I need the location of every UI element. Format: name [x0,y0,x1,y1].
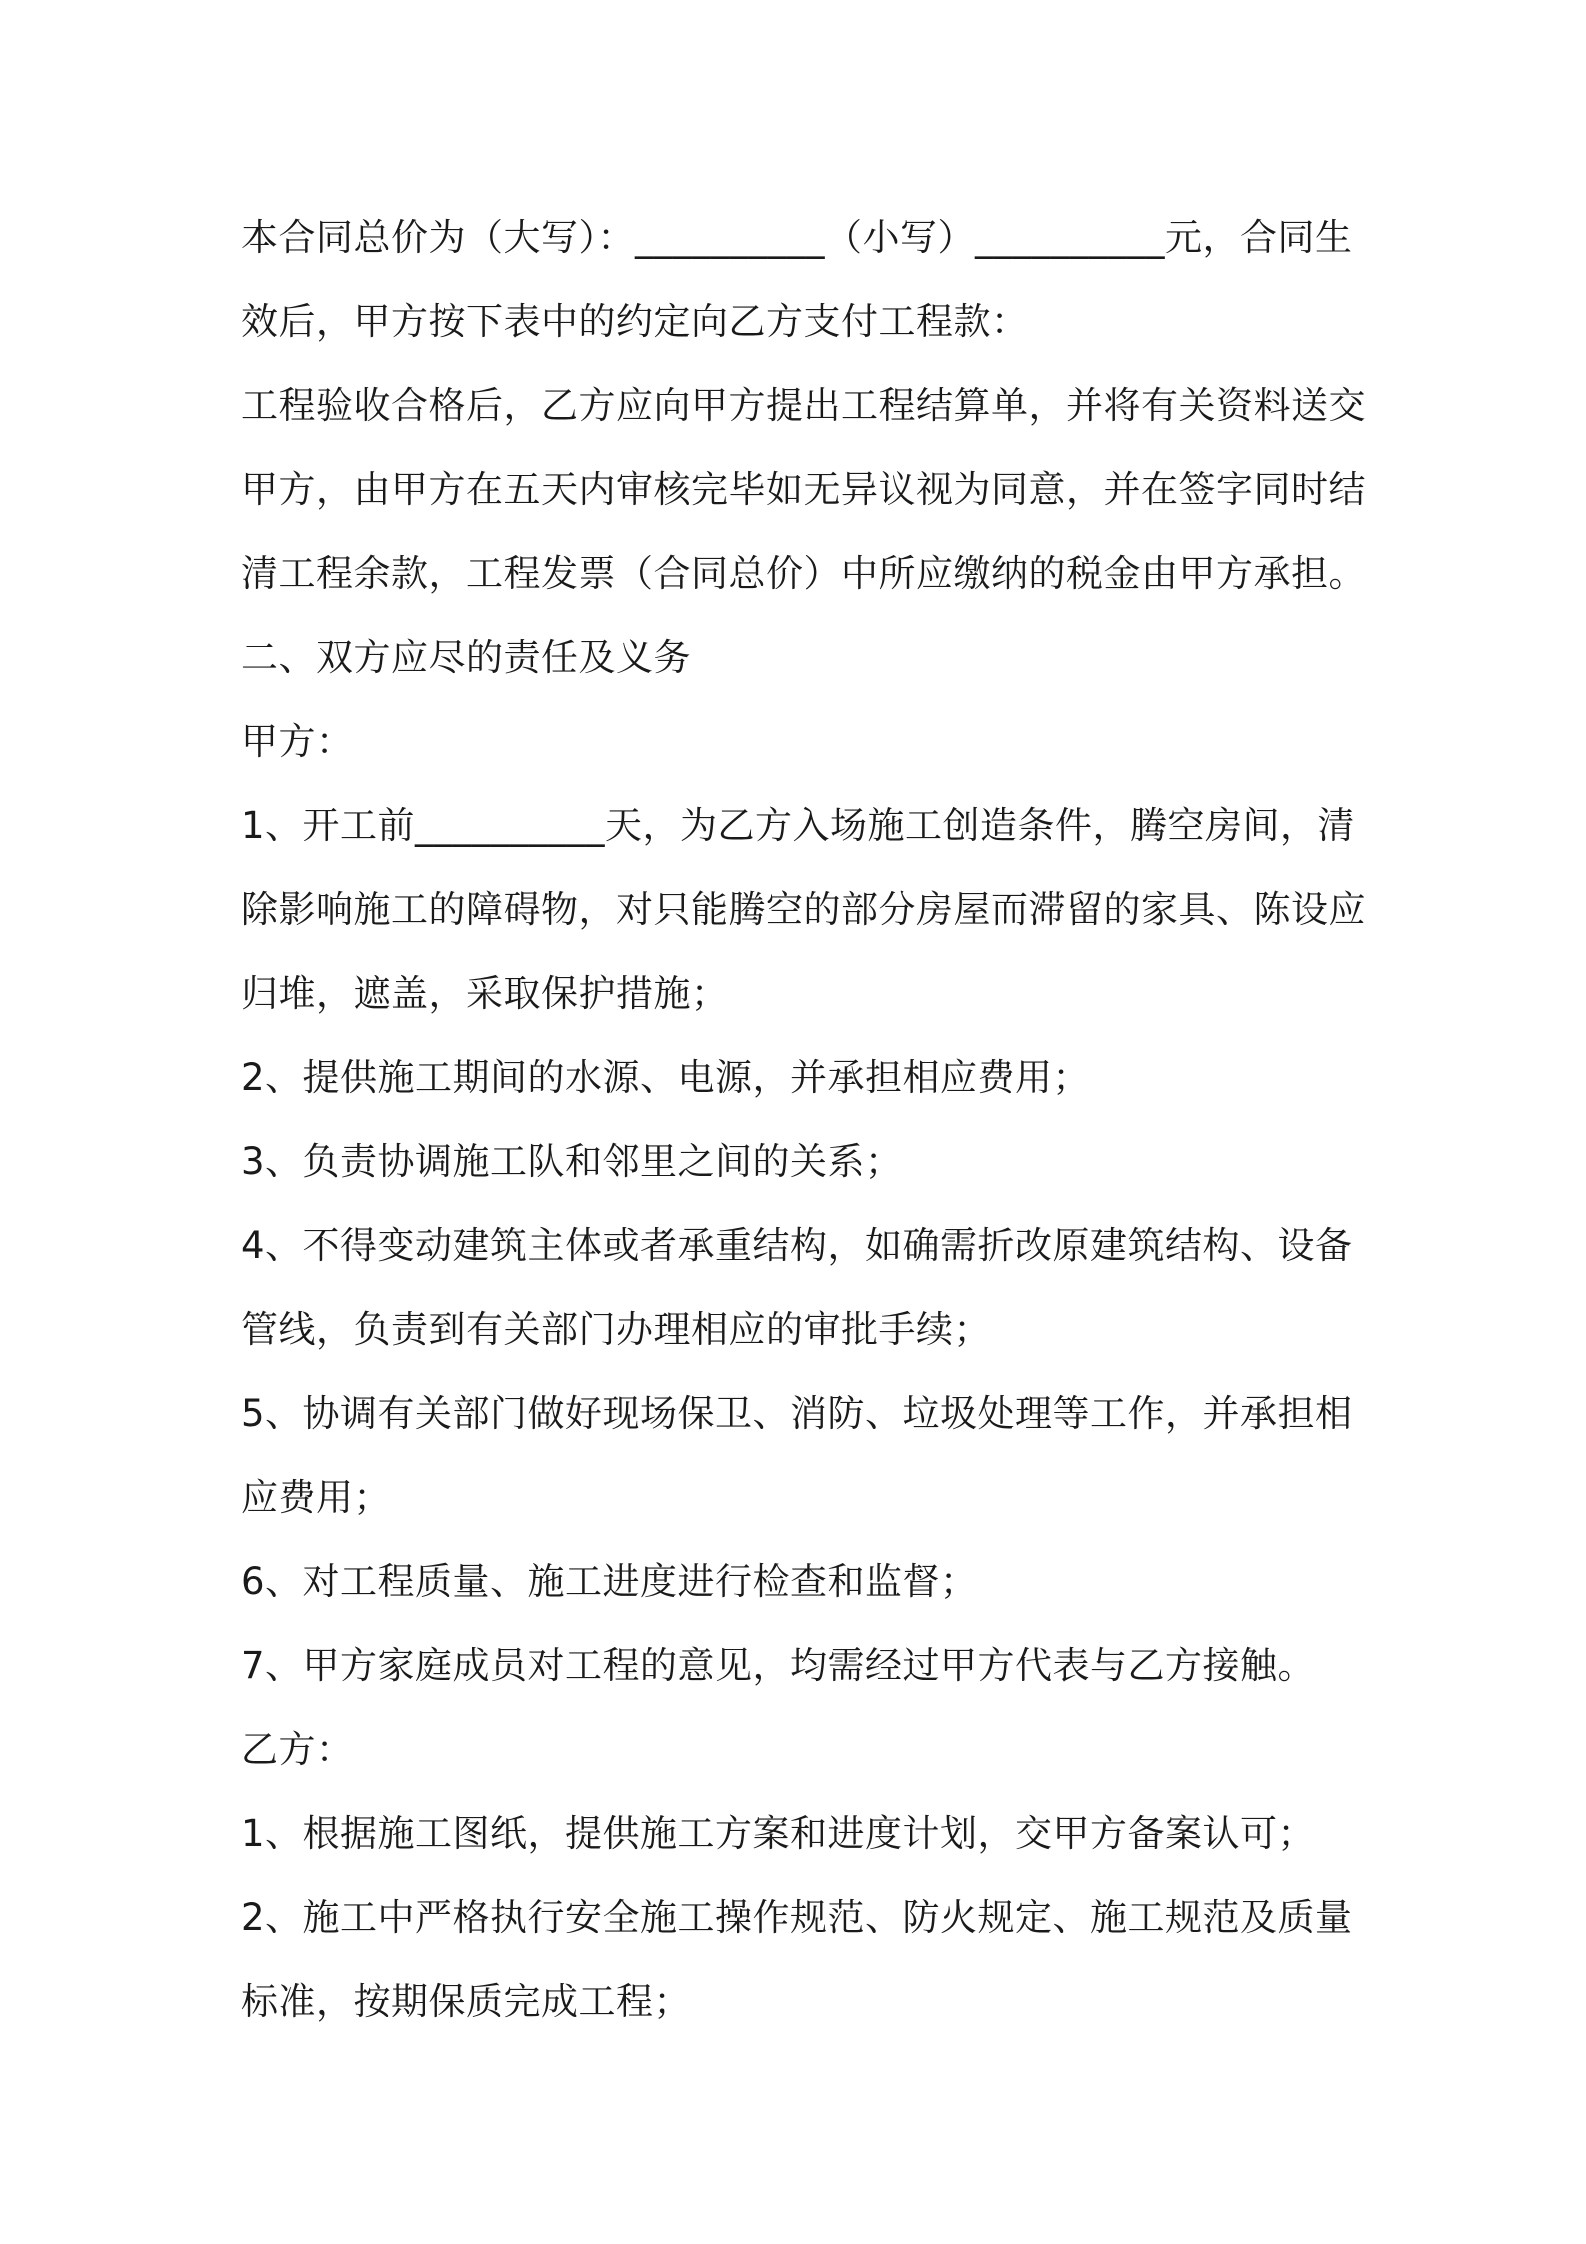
party-b-item-2-cont: 标准，按期保质完成工程； [241,1980,691,2023]
party-a-item-5-cont: 应费用； [241,1476,391,1519]
party-a-item-7: 7、甲方家庭成员对工程的意见，均需经过甲方代表与乙方接触。 [241,1644,1316,1687]
party-b-heading: 乙方： [241,1728,354,1771]
document-body [241,196,1366,2044]
payment-schedule-line: 效后，甲方按下表中的约定向乙方支付工程款： [241,300,1029,343]
section-heading-responsibilities: 二、双方应尽的责任及义务 [241,636,691,679]
party-a-item-6: 6、对工程质量、施工进度进行检查和监督； [241,1560,978,1603]
party-b-item-1: 1、根据施工图纸，提供施工方案和进度计划，交甲方备案认可； [241,1812,1316,1855]
settlement-line: 工程验收合格后，乙方应向甲方提出工程结算单，并将有关资料送交 [241,384,1366,427]
party-a-item-2: 2、提供施工期间的水源、电源，并承担相应费用； [241,1056,1091,1099]
party-a-item-1-cont: 除影响施工的障碍物，对只能腾空的部分房屋而滞留的家具、陈设应 [241,888,1366,931]
tax-line: 清工程余款，工程发票（合同总价）中所应缴纳的税金由甲方承担。 [241,552,1366,595]
party-a-item-1: 1、开工前__________天，为乙方入场施工创造条件，腾空房间，清 [241,804,1356,847]
party-a-heading: 甲方： [241,720,354,763]
party-a-item-5: 5、协调有关部门做好现场保卫、消防、垃圾处理等工作，并承担相 [241,1392,1353,1435]
contract-price-line: 本合同总价为（大写）：__________（小写）__________元，合同生 [241,216,1353,259]
settlement-review-line: 甲方，由甲方在五天内审核完毕如无异议视为同意，并在签字同时结 [241,468,1366,511]
party-a-item-1-cont2: 归堆，遮盖，采取保护措施； [241,972,729,1015]
party-a-item-4: 4、不得变动建筑主体或者承重结构，如确需折改原建筑结构、设备 [241,1224,1353,1267]
party-a-item-4-cont: 管线，负责到有关部门办理相应的审批手续； [241,1308,991,1351]
party-a-item-3: 3、负责协调施工队和邻里之间的关系； [241,1140,903,1183]
party-b-item-2: 2、施工中严格执行安全施工操作规范、防火规定、施工规范及质量 [241,1896,1353,1939]
